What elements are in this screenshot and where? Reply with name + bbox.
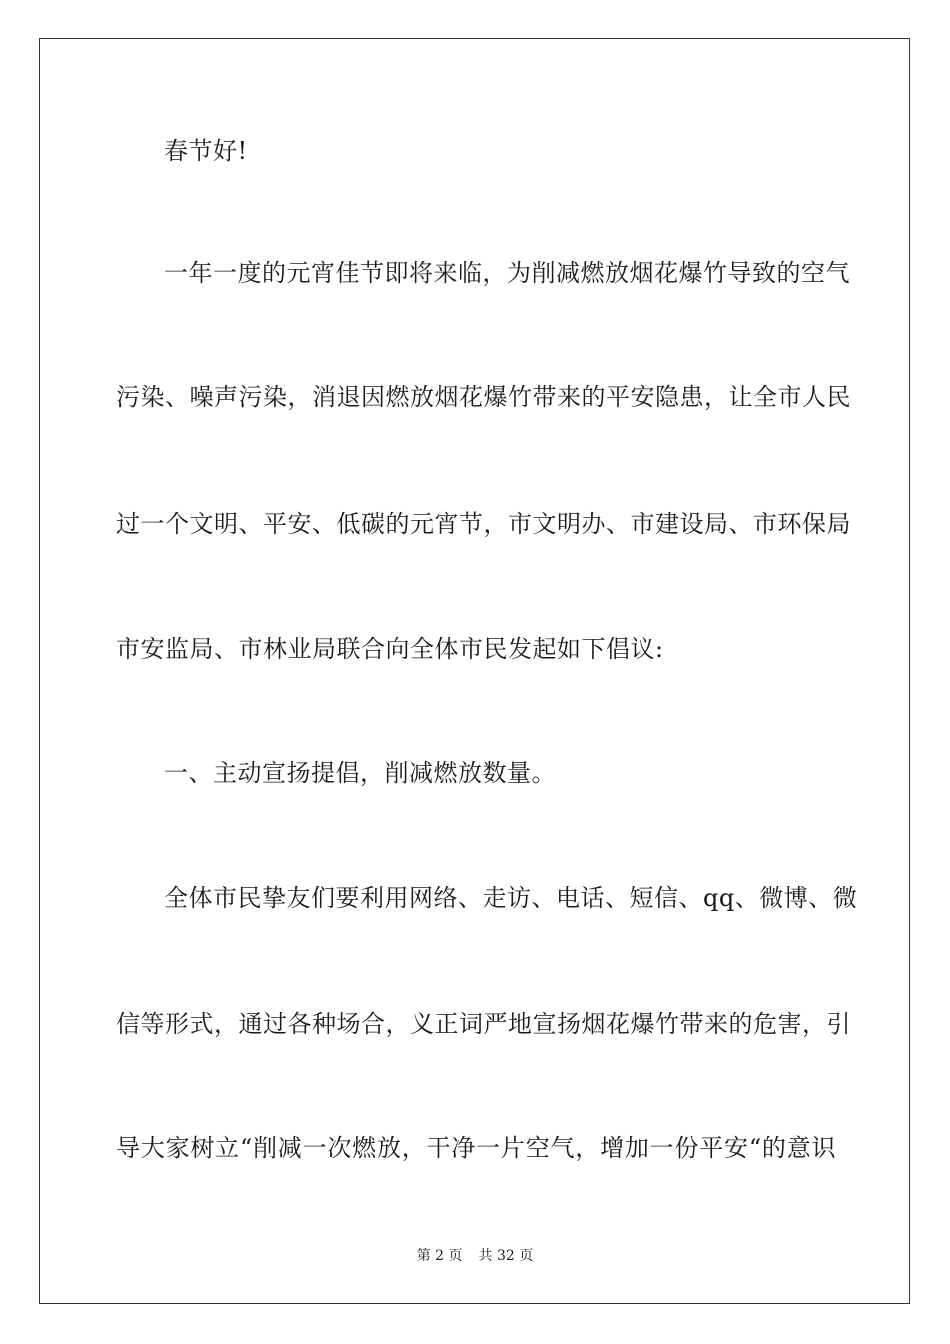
page-total: 共 32 页: [478, 1248, 534, 1264]
paragraph-line-3: 过一个文明、平安、低碳的元宵节，市文明办、市建设局、市环保局: [116, 510, 851, 538]
paragraph-line-6: 信等形式，通过各种场合，义正词严地宣扬烟花爆竹带来的危害，引: [116, 1010, 851, 1038]
paragraph-line-7: 导大家树立“削减一次燃放，干净一片空气，增加一份平安“的意识: [116, 1134, 836, 1162]
section-heading-1: 一、主动宣扬提倡，削减燃放数量。: [164, 759, 556, 787]
page-border: [39, 38, 910, 1304]
paragraph-line-4: 市安监局、市林业局联合向全体市民发起如下倡议:: [116, 635, 664, 663]
page-number: 第 2 页: [416, 1248, 463, 1264]
paragraph-line-1: 一年一度的元宵佳节即将来临，为削减燃放烟花爆竹导致的空气: [164, 259, 850, 287]
paragraph-line-2: 污染、噪声污染，消退因燃放烟花爆竹带来的平安隐患，让全市人民: [116, 383, 851, 411]
paragraph-line-5: 全体市民挚友们要利用网络、走访、电话、短信、qq、微博、微: [164, 884, 858, 912]
greeting-line: 春节好!: [164, 137, 248, 165]
page-footer: [0, 1247, 950, 1265]
